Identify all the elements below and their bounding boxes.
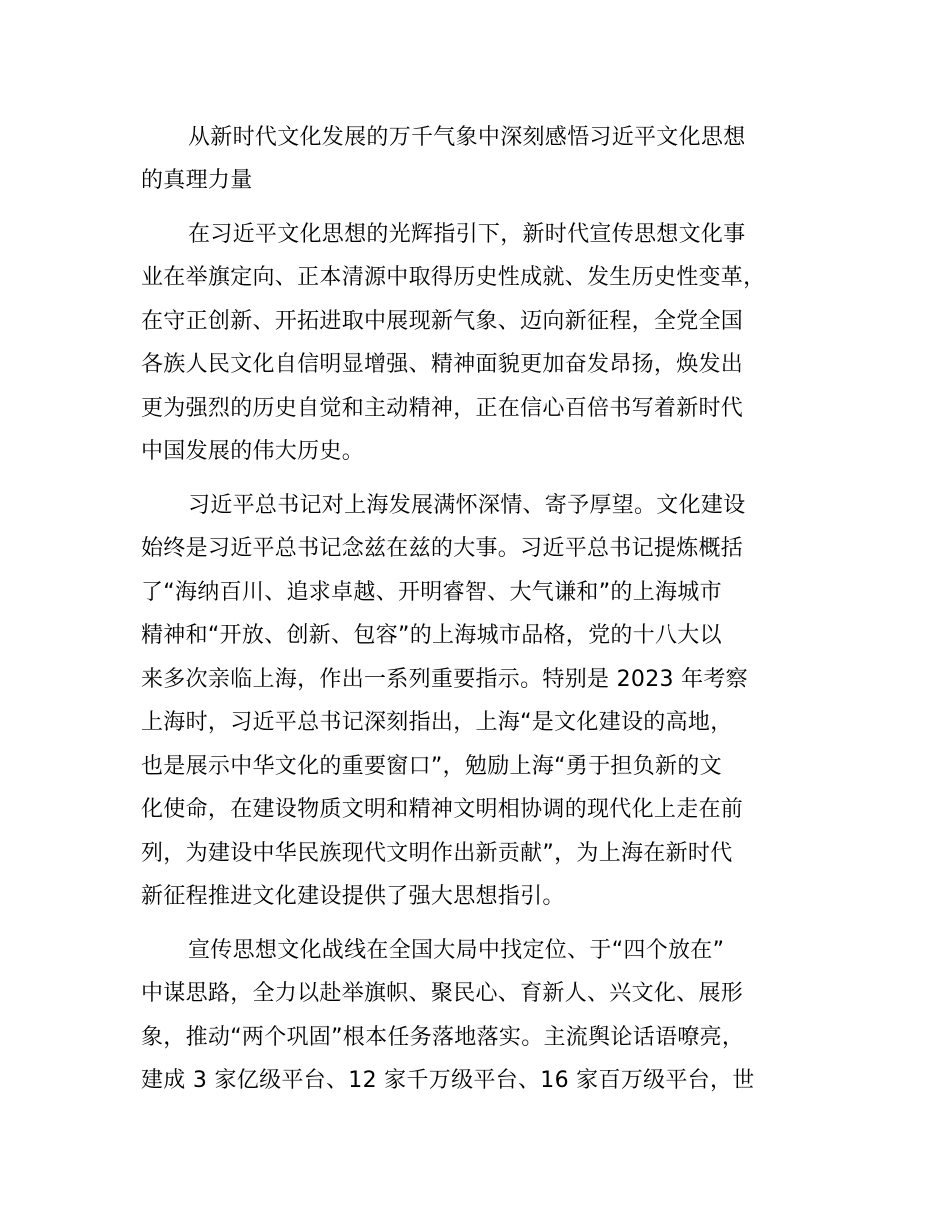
text-line: 建成 3 家亿级平台、12 家千万级平台、16 家百万级平台，世: [141, 1068, 755, 1093]
text-line: 化使命，在建设物质文明和精神文明相协调的现代化上走在前: [141, 797, 744, 822]
text-line: 中谋思路，全力以赴举旗帜、聚民心、育新人、兴文化、展形: [141, 981, 744, 1006]
text-line: 列，为建设中华民族现代文明作出新贡献”，为上海在新时代: [141, 841, 733, 866]
text-line: 了“海纳百川、追求卓越、开明睿智、大气谦和”的上海城市: [141, 580, 722, 605]
text-line: 始终是习近平总书记念兹在兹的大事。习近平总书记提炼概括: [141, 536, 744, 561]
text-line: 也是展示中华文化的重要窗口”，勉励上海“勇于担负新的文: [141, 754, 722, 779]
text-line: 新征程推进文化建设提供了强大思想指引。: [141, 884, 565, 909]
text-line: 来多次亲临上海，作出一系列重要指示。特别是 2023 年考察: [141, 667, 748, 692]
text-line: 更为强烈的历史自觉和主动精神，正在信心百倍书写着新时代: [141, 396, 744, 421]
text-line: 在习近平文化思想的光辉指引下，新时代宣传思想文化事: [188, 222, 746, 247]
title-line: 的真理力量: [141, 168, 253, 193]
text-line: 各族人民文化自信明显增强、精神面貌更加奋发昂扬，焕发出: [141, 352, 744, 377]
text-line: 上海时，习近平总书记深刻指出，上海“是文化建设的高地，: [141, 710, 733, 735]
title-line: 从新时代文化发展的万千气象中深刻感悟习近平文化思想: [188, 125, 746, 150]
text-line: 宣传思想文化战线在全国大局中找定位、于“四个放在”: [188, 938, 725, 963]
text-line: 业在举旗定向、正本清源中取得历史性成就、发生历史性变革，: [141, 265, 766, 290]
text-line: 中国发展的伟大历史。: [141, 439, 365, 464]
text-line: 精神和“开放、创新、包容”的上海城市品格，党的十八大以: [141, 623, 722, 648]
text-line: 象，推动“两个巩固”根本任务落地落实。主流舆论话语嘹亮，: [141, 1025, 745, 1050]
text-line: 在守正创新、开拓进取中展现新气象、迈向新征程，全党全国: [141, 309, 744, 334]
text-line: 习近平总书记对上海发展满怀深情、寄予厚望。文化建设: [188, 493, 746, 518]
